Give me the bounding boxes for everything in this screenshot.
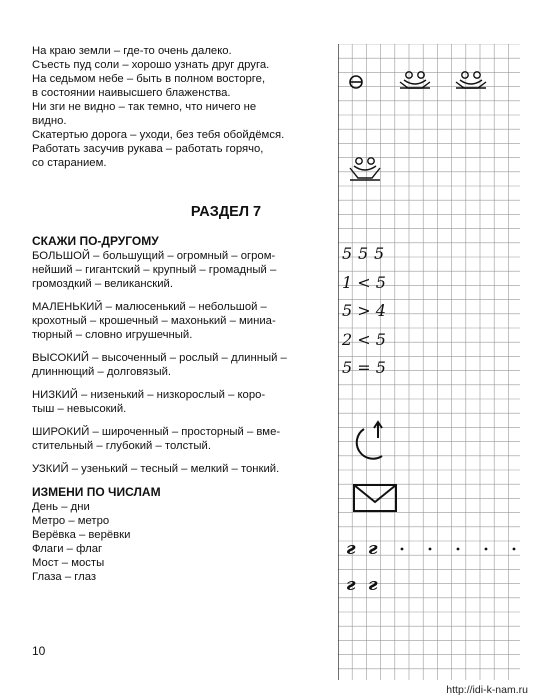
envelope-icon: [354, 485, 396, 511]
idiom-line: Ни зги не видно – так темно, что ничего не: [32, 101, 257, 113]
plural-item: Метро – метро: [32, 515, 110, 527]
text-column: [32, 44, 322, 584]
letter-glyph: г: [346, 575, 356, 595]
synonym-line: МАЛЕНЬКИЙ – малюсенький – небольшой –: [32, 301, 267, 313]
letter-o-figure: [350, 76, 362, 88]
synonym-line: ВЫСОКИЙ – высоченный – рослый – длинный –: [32, 352, 287, 364]
plurals-list: [32, 500, 322, 584]
comparison: 1 < 5: [342, 273, 386, 292]
synonym-line: громоздкий – великанский.: [32, 278, 174, 290]
letter-glyph: г: [368, 575, 378, 595]
comparison: 5 > 4: [342, 301, 386, 320]
watermark-url: http://idi-k-nam.ru: [446, 684, 528, 696]
digit-glyph: 5: [358, 244, 369, 263]
section-title: РАЗДЕЛ 7: [190, 204, 262, 220]
synonym-line: тюрный – словно игрушечный.: [32, 329, 193, 341]
synonym-group: [32, 462, 322, 476]
plural-item: Глаза – глаз: [32, 571, 97, 583]
idiom-line: Работать засучив рукава – работать горячо,: [32, 143, 264, 155]
plural-item: Мост – мосты: [32, 557, 105, 569]
idiom-line: Скатертью дорога – уходи, без тебя обойдёмся.: [32, 129, 285, 141]
comparison: 5 = 5: [342, 358, 386, 377]
letter-glyph: г: [346, 539, 356, 559]
idiom-line: На седьмом небе – быть в полном восторге,: [32, 73, 266, 85]
synonym-line: НИЗКИЙ – низенький – низкорослый – коро-: [32, 389, 266, 401]
plural-item: День – дни: [32, 501, 90, 513]
page-number: 10: [32, 644, 46, 658]
idioms-block: [32, 44, 322, 170]
synonym-line: стительный – глубокий – толстый.: [32, 440, 211, 452]
plural-item: Верёвка – верёвки: [32, 529, 131, 541]
frog-icon: [456, 72, 486, 88]
synonym-group: [32, 425, 322, 453]
letter-glyph: г: [368, 539, 378, 559]
digit-glyph: 5: [342, 244, 353, 263]
idiom-line: видно.: [32, 115, 67, 127]
idiom-line: На краю земли – где-то очень далеко.: [32, 45, 232, 57]
synonym-group: [32, 388, 322, 416]
idiom-line: со старанием.: [32, 157, 107, 169]
synonym-line: длиннющий – долговязый.: [32, 366, 172, 378]
synonym-line: крохотный – крошечный – махонький – миниа-: [32, 315, 276, 327]
dotted-guide: [401, 548, 516, 551]
synonym-line: БОЛЬШОЙ – большущий – огромный – огром-: [32, 250, 276, 262]
synonym-group: [32, 300, 322, 342]
synonyms-heading: СКАЖИ ПО-ДРУГОМУ: [32, 234, 159, 248]
frog-icon: [400, 72, 430, 88]
synonym-group: [32, 249, 322, 291]
plural-item: Флаги – флаг: [32, 543, 103, 555]
frog-icon: [350, 158, 380, 180]
workbook-grid: [338, 44, 520, 680]
workbook-canvas: [338, 44, 520, 680]
idiom-line: в состоянии наивысшего блаженства.: [32, 87, 231, 99]
synonym-line: ШИРОКИЙ – широченный – просторный – вме-: [32, 426, 281, 438]
plurals-heading: ИЗМЕНИ ПО ЧИСЛАМ: [32, 485, 161, 499]
synonym-line: нейший – гигантский – крупный – громадный –: [32, 264, 277, 276]
synonym-line: УЗКИЙ – узенький – тесный – мелкий – тонкий.: [32, 463, 280, 475]
comparison: 2 < 5: [342, 330, 386, 349]
synonym-line: тыш – невысокий.: [32, 403, 127, 415]
idiom-line: Съесть пуд соли – хорошо узнать друг друга.: [32, 59, 270, 71]
digit-glyph: 5: [374, 244, 385, 263]
synonym-group: [32, 351, 322, 379]
